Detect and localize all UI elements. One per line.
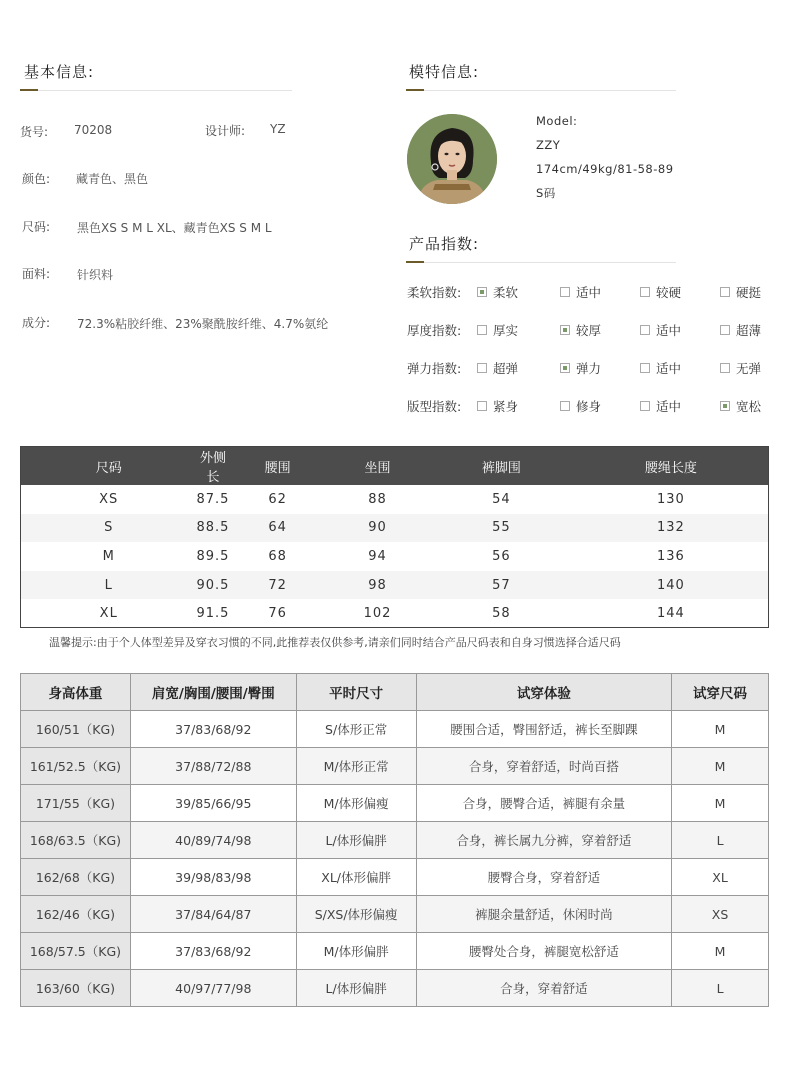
size-chart-cell: 57: [429, 571, 574, 600]
tryon-row: [21, 711, 769, 748]
index-row-label: 弹力指数:: [407, 361, 462, 376]
tryon-header: 身高体重: [21, 674, 131, 711]
tryon-cell: 160/51（KG): [21, 711, 131, 748]
index-option-label: 适中: [656, 399, 682, 414]
item-no-label: 货号:: [20, 125, 49, 139]
color-label: 颜色:: [22, 172, 51, 186]
tryon-cell: 39/85/66/95: [130, 785, 296, 822]
checkbox-icon[interactable]: [640, 325, 650, 335]
size-chart-table: [20, 446, 769, 628]
designer-label: 设计师:: [205, 124, 246, 138]
tryon-row: [21, 748, 769, 785]
index-option[interactable]: [477, 359, 518, 377]
index-option-label: 紧身: [493, 399, 519, 414]
model-size: S码: [536, 186, 556, 200]
tryon-cell: 合身，穿着舒适，时尚百搭: [416, 748, 672, 785]
tryon-cell: 合身，穿着舒适: [416, 970, 672, 1007]
size-chart-cell: 144: [656, 605, 685, 621]
index-option[interactable]: [560, 397, 601, 415]
item-no-value: 70208: [74, 123, 113, 137]
index-option-label: 较厚: [576, 323, 602, 338]
index-option[interactable]: [640, 321, 681, 339]
size-tip-note: 温馨提示:由于个人体型差异及穿衣习惯的不同,此推荐表仅供参考,请亲们同时结合产品尺码表和自身习惯选择合适尺码: [49, 636, 621, 649]
basic-info-divider: [20, 90, 292, 91]
size-chart-cell: 68: [268, 548, 287, 564]
tryon-cell: 腰臀合身，穿着舒适: [416, 859, 672, 896]
index-option[interactable]: [720, 283, 761, 301]
tryon-header: 试穿体验: [416, 674, 672, 711]
index-option[interactable]: [560, 283, 601, 301]
tryon-cell: 168/63.5（KG): [21, 822, 131, 859]
index-option[interactable]: [477, 397, 518, 415]
model-measurements: 174cm/49kg/81-58-89: [536, 162, 674, 176]
tryon-cell: M/体形偏胖: [296, 933, 416, 970]
tryon-cell: L/体形偏胖: [296, 970, 416, 1007]
size-chart-cell: 130: [656, 491, 685, 507]
size-chart-header: 坐围: [326, 447, 429, 486]
tryon-cell: 39/98/83/98: [130, 859, 296, 896]
index-option[interactable]: [720, 359, 761, 377]
tryon-cell: 168/57.5（KG): [21, 933, 131, 970]
index-row-label: 版型指数:: [407, 399, 462, 414]
tryon-cell: L/体形偏胖: [296, 822, 416, 859]
tryon-cell: 40/97/77/98: [130, 970, 296, 1007]
index-option-label: 较硬: [656, 285, 682, 300]
tryon-cell: M/体形偏瘦: [296, 785, 416, 822]
index-option-label: 无弹: [736, 361, 762, 376]
size-chart-cell: M: [102, 548, 115, 564]
product-index-title: 产品指数:: [409, 235, 480, 253]
index-option[interactable]: [640, 283, 681, 301]
tryon-cell: 162/68（KG): [21, 859, 131, 896]
tryon-header: 平时尺寸: [296, 674, 416, 711]
tryon-cell: 171/55（KG): [21, 785, 131, 822]
index-option-label: 弹力: [576, 361, 602, 376]
tryon-cell: XL/体形偏胖: [296, 859, 416, 896]
tryon-cell: S/体形正常: [296, 711, 416, 748]
size-chart-cell: 88.5: [197, 514, 230, 543]
checkbox-icon[interactable]: [560, 401, 570, 411]
size-chart-cell: 90.5: [197, 571, 230, 600]
tryon-row: [21, 785, 769, 822]
size-chart-cell: 87.5: [196, 491, 230, 507]
size-chart-cell: 55: [429, 514, 574, 543]
tryon-cell: M: [672, 785, 769, 822]
size-chart-header: 尺码: [21, 447, 197, 486]
tryon-cell: 合身，腰臀合适，裤腿有余量: [416, 785, 672, 822]
size-chart-cell: 72: [229, 571, 325, 600]
size-label: 尺码:: [22, 220, 51, 234]
checkbox-icon[interactable]: [640, 363, 650, 373]
size-chart-header-row: [21, 447, 769, 486]
tryon-table: [20, 673, 769, 1007]
size-chart-cell: 58: [492, 605, 511, 621]
tryon-cell: 40/89/74/98: [130, 822, 296, 859]
tryon-cell: S/XS/体形偏瘦: [296, 896, 416, 933]
index-option-label: 适中: [656, 323, 682, 338]
checkbox-icon[interactable]: [477, 401, 487, 411]
checkbox-icon[interactable]: [477, 363, 487, 373]
size-chart-cell: 94: [368, 548, 387, 564]
tryon-row: [21, 822, 769, 859]
checkbox-icon[interactable]: [720, 363, 730, 373]
size-chart-cell: 132: [574, 514, 769, 543]
composition-label: 成分:: [22, 316, 51, 330]
checkbox-checked-icon[interactable]: [560, 363, 570, 373]
size-chart-row: [21, 514, 769, 543]
tryon-cell: XS: [672, 896, 769, 933]
checkbox-icon[interactable]: [720, 287, 730, 297]
size-chart-cell: 88: [368, 491, 387, 507]
size-chart-cell: 140: [574, 571, 769, 600]
tryon-cell: 163/60（KG): [21, 970, 131, 1007]
size-chart-cell: 64: [229, 514, 325, 543]
size-chart-cell: 136: [656, 548, 685, 564]
designer-value: YZ: [270, 122, 286, 136]
tryon-row: [21, 859, 769, 896]
index-option-label: 厚实: [493, 323, 519, 338]
size-chart-cell: 54: [492, 491, 511, 507]
tryon-cell: 合身，裤长属九分裤，穿着舒适: [416, 822, 672, 859]
size-chart-cell: L: [21, 571, 197, 600]
fabric-value: 针织料: [77, 268, 114, 282]
index-option-label: 柔软: [493, 285, 519, 300]
size-chart-cell: 98: [326, 571, 429, 600]
index-option-label: 适中: [656, 361, 682, 376]
basic-info-accent: [20, 89, 38, 91]
tryon-row: [21, 896, 769, 933]
product-index-divider: [406, 262, 676, 263]
checkbox-icon[interactable]: [477, 325, 487, 335]
tryon-cell: M: [672, 711, 769, 748]
size-chart-row: [21, 542, 769, 571]
index-option-label: 适中: [576, 285, 602, 300]
size-chart-row: [21, 599, 769, 628]
checkbox-icon[interactable]: [720, 325, 730, 335]
index-option[interactable]: [477, 283, 518, 301]
size-chart-cell: 90: [326, 514, 429, 543]
size-chart-header: 腰绳长度: [574, 447, 769, 486]
index-option-label: 超弹: [493, 361, 519, 376]
tryon-cell: M: [672, 933, 769, 970]
tryon-cell: XL: [672, 859, 769, 896]
product-index-accent: [406, 261, 424, 263]
size-chart-cell: XS: [99, 491, 119, 507]
index-option-label: 硬挺: [736, 285, 762, 300]
size-chart-cell: 91.5: [196, 605, 230, 621]
tryon-cell: 162/46（KG): [21, 896, 131, 933]
model-heading: Model:: [536, 114, 578, 128]
size-chart-cell: S: [21, 514, 197, 543]
model-info-accent: [406, 89, 424, 91]
checkbox-checked-icon[interactable]: [720, 401, 730, 411]
index-option[interactable]: [720, 321, 761, 339]
index-option-label: 宽松: [736, 399, 762, 414]
tryon-cell: L: [672, 822, 769, 859]
tryon-header-row: [21, 674, 769, 711]
index-option[interactable]: [560, 321, 601, 339]
tryon-cell: 腰围合适，臀围舒适，裤长至脚踝: [416, 711, 672, 748]
tryon-cell: L: [672, 970, 769, 1007]
checkbox-checked-icon[interactable]: [477, 287, 487, 297]
index-row-label: 柔软指数:: [407, 285, 462, 300]
index-option[interactable]: [640, 397, 681, 415]
model-portrait-image: [407, 114, 497, 204]
tryon-cell: 裤腿余量舒适，休闲时尚: [416, 896, 672, 933]
tryon-cell: 37/84/64/87: [130, 896, 296, 933]
checkbox-icon[interactable]: [640, 287, 650, 297]
checkbox-icon[interactable]: [640, 401, 650, 411]
size-chart-row: [21, 571, 769, 600]
size-chart-header: 腰围: [229, 447, 325, 486]
size-chart-cell: 102: [363, 605, 392, 621]
tryon-cell: 37/83/68/92: [130, 933, 296, 970]
model-info-title: 模特信息:: [409, 63, 480, 81]
tryon-row: [21, 970, 769, 1007]
size-chart-cell: 62: [268, 491, 287, 507]
checkbox-checked-icon[interactable]: [560, 325, 570, 335]
size-chart-row: [21, 485, 769, 514]
size-chart-cell: XL: [99, 605, 118, 621]
tryon-cell: 37/83/68/92: [130, 711, 296, 748]
size-chart-cell: 76: [268, 605, 287, 621]
tryon-cell: M/体形正常: [296, 748, 416, 785]
model-info-divider: [406, 90, 676, 91]
tryon-cell: M: [672, 748, 769, 785]
composition-value: 72.3%粘胶纤维、23%聚酰胺纤维、4.7%氨纶: [77, 317, 329, 331]
size-value: 黑色XS S M L XL、藏青色XS S M L: [77, 221, 272, 235]
index-option-label: 修身: [576, 399, 602, 414]
size-chart-cell: 89.5: [196, 548, 230, 564]
color-value: 藏青色、黑色: [76, 172, 149, 186]
tryon-row: [21, 933, 769, 970]
tryon-header: 试穿尺码: [672, 674, 769, 711]
size-chart-header: 裤脚围: [429, 447, 574, 486]
model-name: ZZY: [536, 138, 561, 152]
size-chart-header: 外侧长: [197, 447, 230, 486]
index-option[interactable]: [560, 359, 601, 377]
index-option[interactable]: [720, 397, 761, 415]
tryon-cell: 37/88/72/88: [130, 748, 296, 785]
index-option[interactable]: [477, 321, 518, 339]
index-option[interactable]: [640, 359, 681, 377]
index-option-label: 超薄: [736, 323, 762, 338]
model-avatar: [407, 114, 497, 204]
checkbox-icon[interactable]: [560, 287, 570, 297]
index-row-label: 厚度指数:: [407, 323, 462, 338]
fabric-label: 面料:: [22, 267, 51, 281]
tryon-cell: 161/52.5（KG): [21, 748, 131, 785]
tryon-header: 肩宽/胸围/腰围/臀围: [130, 674, 296, 711]
size-chart-cell: 56: [492, 548, 511, 564]
basic-info-title: 基本信息:: [24, 63, 95, 81]
tryon-cell: 腰臀处合身，裤腿宽松舒适: [416, 933, 672, 970]
